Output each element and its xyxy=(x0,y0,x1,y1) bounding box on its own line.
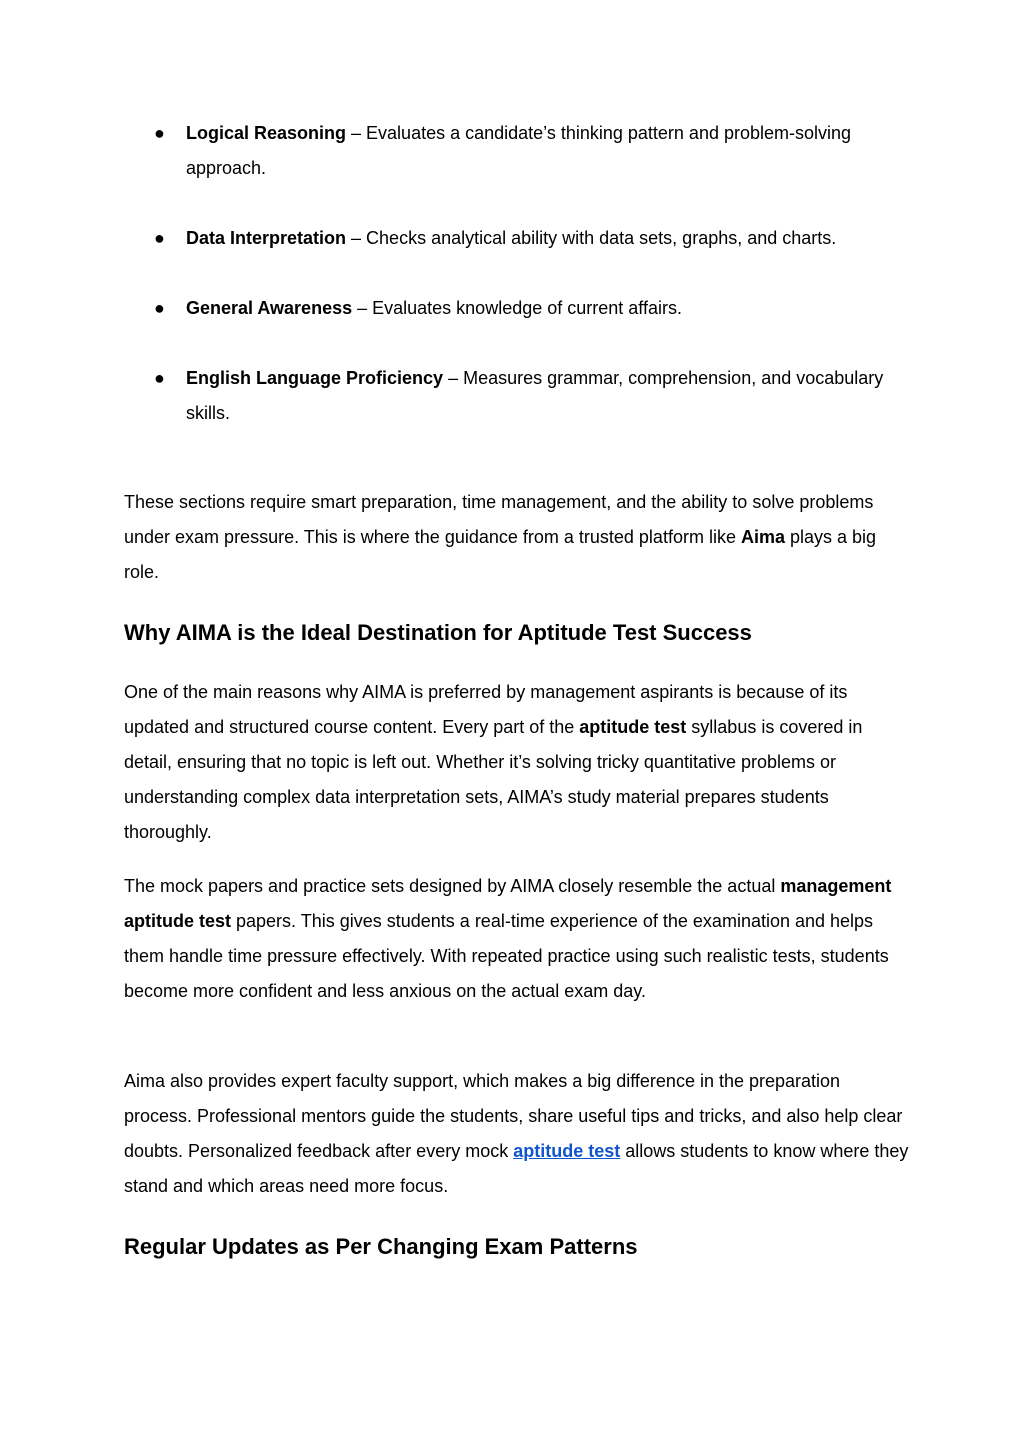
bullet-term: Logical Reasoning xyxy=(186,123,347,143)
bullet-icon: ● xyxy=(154,298,165,318)
bullet-description: – Measures grammar, comprehension, and vocabulary skills. xyxy=(186,368,884,423)
bold-term: management aptitude test xyxy=(124,876,892,931)
section-heading: Regular Updates as Per Changing Exam Patterns xyxy=(124,1234,638,1259)
sections-bullet-list xyxy=(124,116,904,466)
list-item xyxy=(124,361,904,431)
body-paragraph xyxy=(124,1064,909,1204)
paragraph-text: The mock papers and practice sets designed by AIMA closely resemble the actual xyxy=(124,876,781,896)
bold-term: aptitude test xyxy=(579,717,687,737)
paragraph-text: allows students to know where they stand and which areas need more focus. xyxy=(124,1141,909,1196)
bullet-term: Data Interpretation xyxy=(186,228,347,248)
paragraph-text: papers. This gives students a real-time experience of the examination and helps them handle time pressure effectively. With repeated practice using such realistic tests, students become more confident and less anxious on the actual exam day. xyxy=(124,911,889,1001)
list-item xyxy=(124,221,904,256)
brand-name: Aima xyxy=(740,527,785,547)
bullet-term: General Awareness xyxy=(186,298,353,318)
bullet-description: – Evaluates knowledge of current affairs. xyxy=(352,298,682,318)
bullet-term: English Language Proficiency xyxy=(186,368,444,388)
paragraph-text: syllabus is covered in detail, ensuring that no topic is left out. Whether it’s solving tricky quantitative problems or understanding complex data interpretation sets, AIMA’s study material prepares students thoroughly. xyxy=(124,717,863,842)
bullet-description: – Checks analytical ability with data sets, graphs, and charts. xyxy=(346,228,837,248)
paragraph-text: Aima also provides expert faculty support, which makes a big difference in the preparation process. Professional mentors guide the students, share useful tips and tricks, and also help clear doubts. Personalized feedback after every mock xyxy=(124,1071,903,1161)
aptitude-test-link[interactable]: aptitude test xyxy=(513,1141,621,1161)
list-item xyxy=(124,291,904,326)
section-heading: Why AIMA is the Ideal Destination for Aptitude Test Success xyxy=(124,620,752,645)
bullet-icon: ● xyxy=(154,123,165,143)
paragraph-text: These sections require smart preparation, time management, and the ability to solve problems under exam pressure. This is where the guidance from a trusted platform like xyxy=(124,492,874,547)
bullet-description: – Evaluates a candidate’s thinking pattern and problem-solving approach. xyxy=(186,123,852,178)
bullet-icon: ● xyxy=(154,228,165,248)
list-item xyxy=(124,116,904,186)
body-paragraph xyxy=(124,675,909,850)
intro-paragraph xyxy=(124,485,909,590)
body-paragraph xyxy=(124,869,909,1009)
paragraph-text: One of the main reasons why AIMA is preferred by management aspirants is because of its updated and structured course content. Every part of the xyxy=(124,682,848,737)
paragraph-text: plays a big role. xyxy=(124,527,877,582)
bullet-icon: ● xyxy=(154,368,165,388)
